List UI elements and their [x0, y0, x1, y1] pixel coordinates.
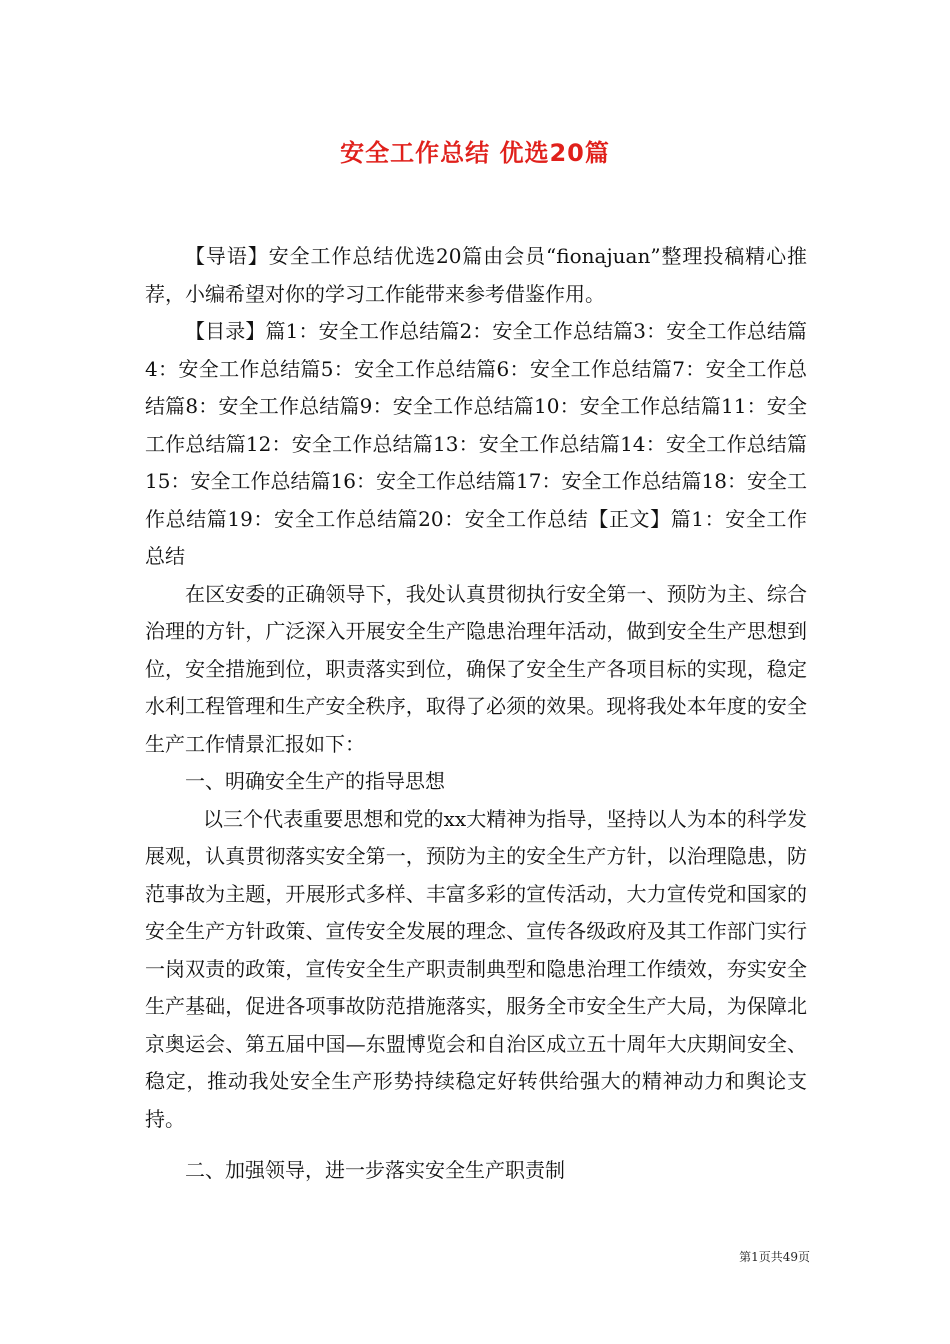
document-body	[145, 238, 807, 1190]
section-heading: 一、明确安全生产的指导思想	[185, 769, 445, 793]
body-paragraph: 在区安委的正确领导下，我处认真贯彻执行安全第一、预防为主、综合治理的方针，广泛深入开展安全生产隐患治理年活动，做到安全生产思想到位，安全措施到位，职责落实到位，确保了安全生产各项目标的实现，稳定水利工程管理和生产安全秩序，取得了必须的效果。现将我处本年度的安全生产工作情景汇报如下：	[145, 581, 807, 756]
intro-paragraph: 【导语】安全工作总结优选20篇由会员“fionajuan”整理投稿精心推荐，小编希望对你的学习工作能带来参考借鉴作用。	[145, 244, 807, 306]
body-paragraph: 以三个代表重要思想和党的xx大精神为指导，坚持以人为本的科学发展观，认真贯彻落实安全第一，预防为主的安全生产方针，以治理隐患，防范事故为主题，开展形式多样、丰富多彩的宣传活动，大力宣传党和国家的安全生产方针政策、宣传安全发展的理念、宣传各级政府及其工作部门实行一岗双责的政策，宣传安全生产职责制典型和隐患治理工作绩效，夯实安全生产基础，促进各项事故防范措施落实，服务全市安全生产大局，为保障北京奥运会、第五届中国—东盟博览会和自治区成立五十周年大庆期间安全、稳定，推动我处安全生产形势持续稳定好转供给强大的精神动力和舆论支持。	[145, 806, 807, 1131]
section-heading: 二、加强领导，进一步落实安全生产职责制	[185, 1158, 565, 1182]
toc-paragraph: 【目录】篇1：安全工作总结篇2：安全工作总结篇3：安全工作总结篇4：安全工作总结篇5：安全工作总结篇6：安全工作总结篇7：安全工作总结篇8：安全工作总结篇9：安全工作总结篇10：安全工作总结篇11：安全工作总结篇12：安全工作总结篇13：安全工作总结篇14：安全工作总结篇15：安全工作总结篇16：安全工作总结篇17：安全工作总结篇18：安全工作总结篇19：安全工作总结篇20：安全工作总结【正文】篇1：安全工作总结	[145, 319, 807, 568]
page-number: 第1页共49页	[739, 1250, 810, 1264]
document-title: 安全工作总结 优选20篇	[340, 139, 610, 167]
